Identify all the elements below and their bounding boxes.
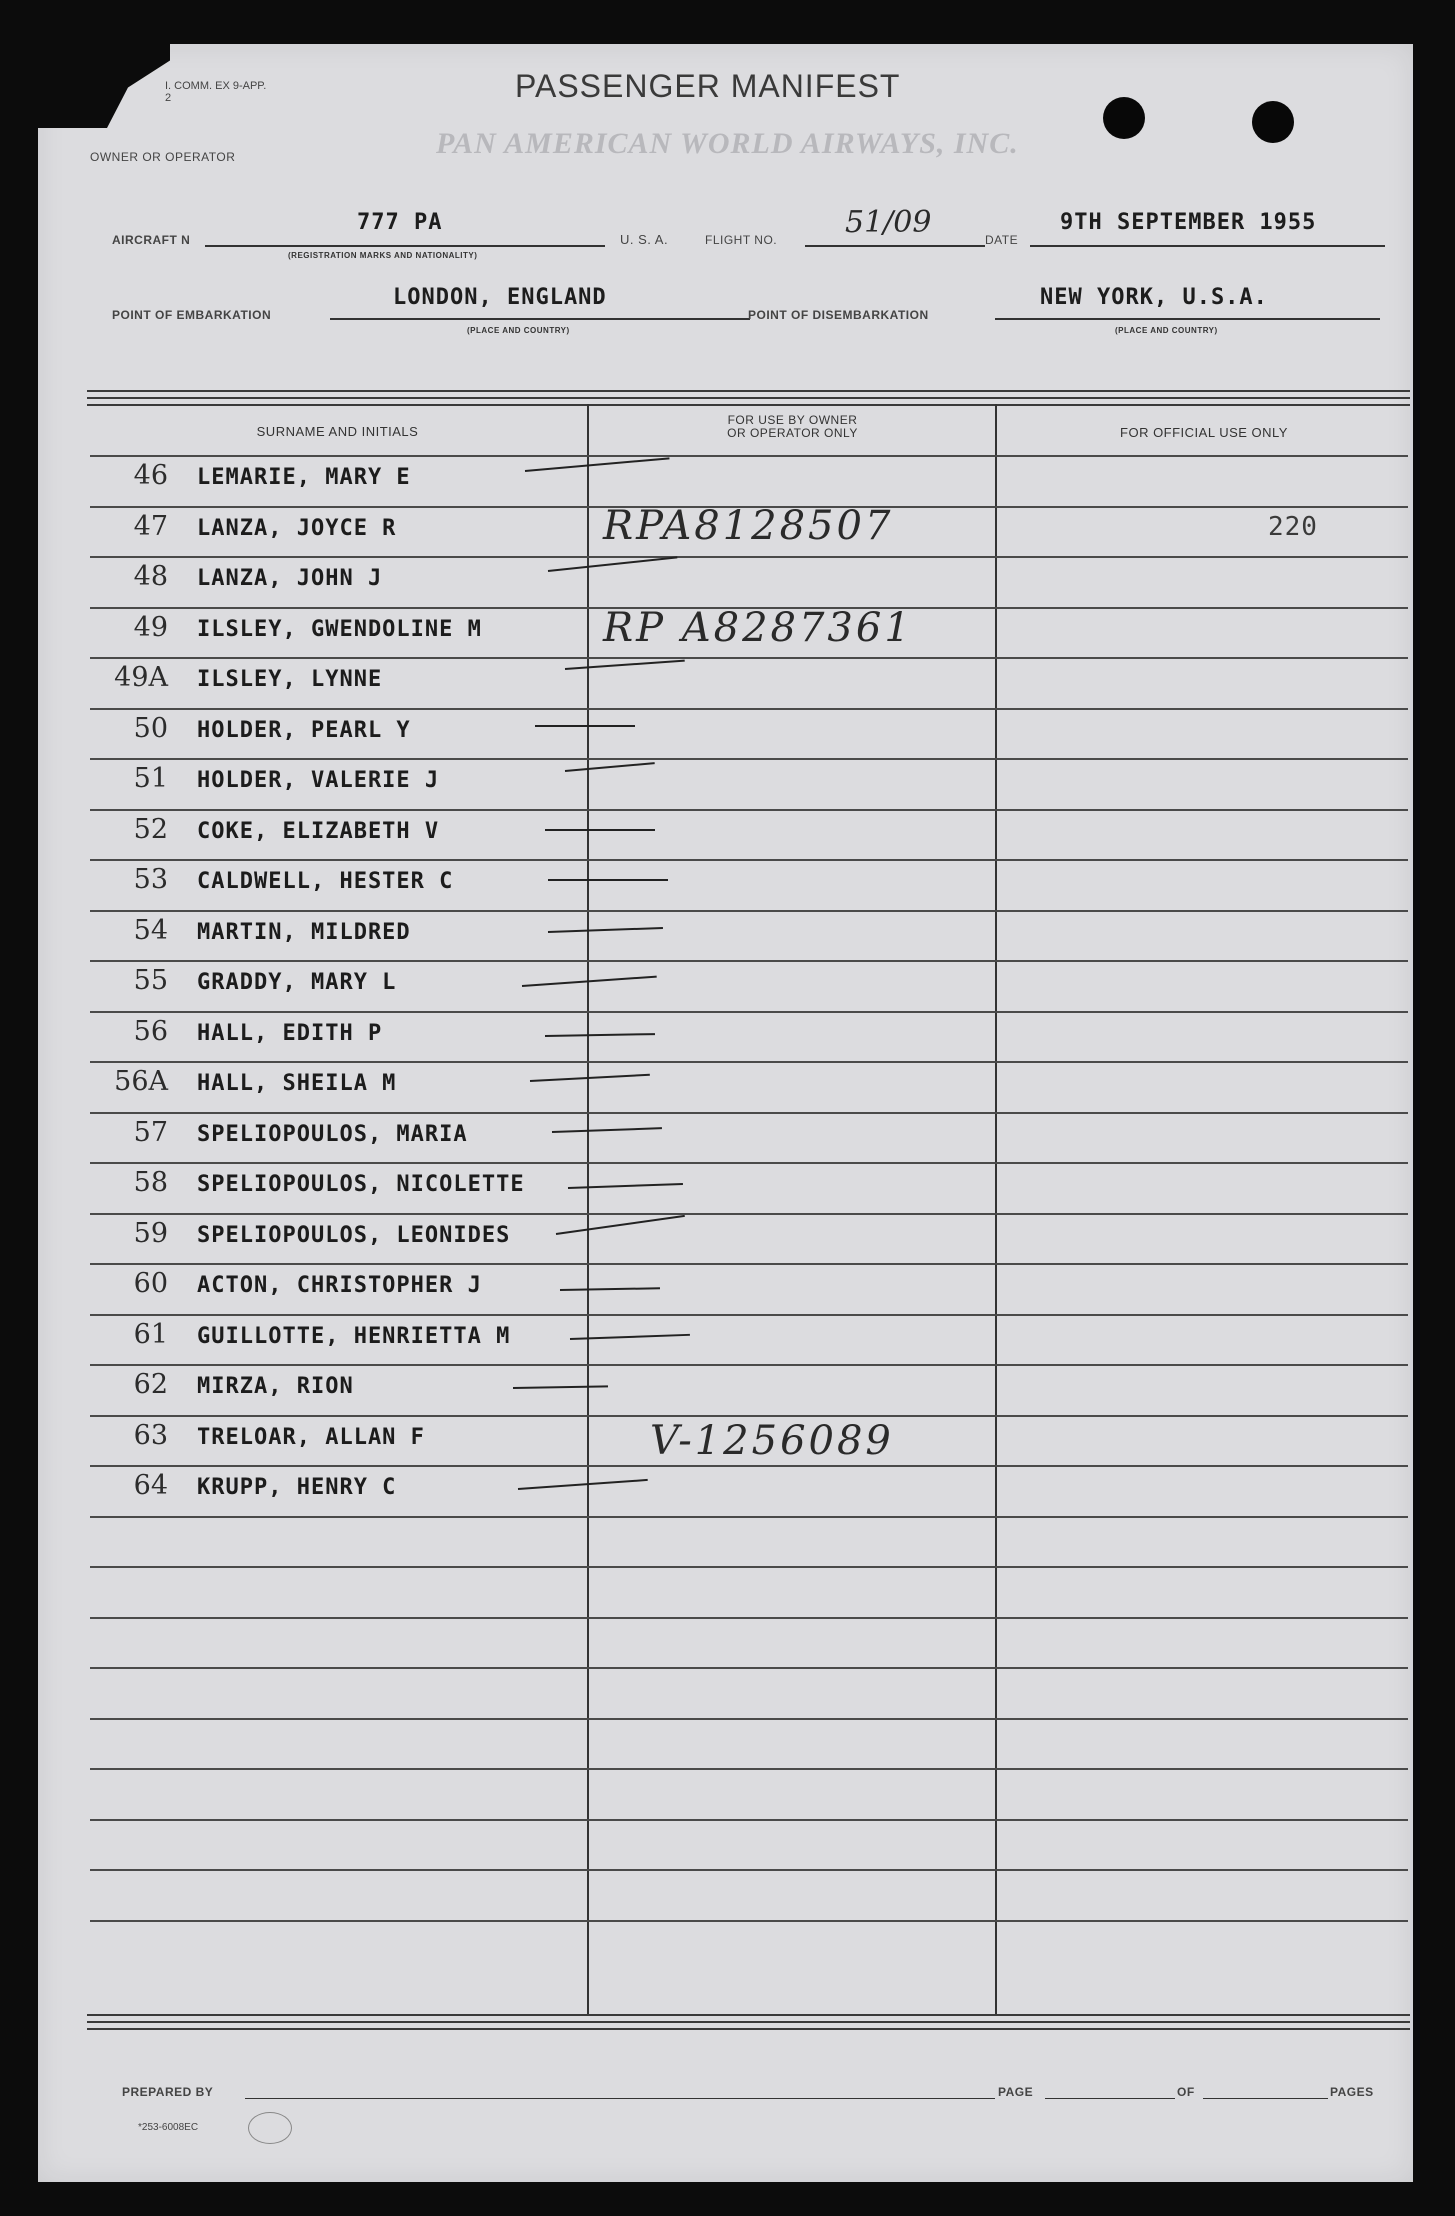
row-rule [90,455,1408,457]
prepared-by-line [245,2098,995,2099]
row-rule [90,1819,1408,1821]
row-rule [90,1061,1408,1063]
row-number: 53 [133,864,168,895]
handwritten-dash [545,829,655,831]
column-divider-1 [587,404,589,2014]
owner-label: OWNER OR OPERATOR [90,150,236,164]
row-rule [90,1364,1408,1366]
punch-hole-right [1252,101,1294,143]
owner-name-stamp: PAN AMERICAN WORLD AIRWAYS, INC. [436,127,1019,160]
row-rule [90,758,1408,760]
passenger-name: TRELOAR, ALLAN F [197,1424,425,1450]
column-header-owner-2: OR OPERATOR ONLY [727,426,858,440]
row-number: 52 [133,813,168,845]
passenger-name: ACTON, CHRISTOPHER J [197,1273,482,1298]
row-rule [90,1718,1408,1720]
date-value: 9TH SEPTEMBER 1955 [1060,210,1317,235]
passenger-name: HOLDER, PEARL Y [197,717,411,743]
row-rule [90,1263,1408,1265]
column-header-owner-1: FOR USE BY OWNER [727,413,858,427]
passenger-name: HALL, SHEILA M [197,1071,397,1096]
row-number: 46 [133,460,168,491]
printed-in-usa-mark [248,2112,292,2144]
row-rule [90,556,1408,558]
row-rule [90,1768,1408,1770]
row-number: 55 [133,965,168,996]
row-rule [90,1011,1408,1013]
passenger-name: LANZA, JOHN J [197,566,383,591]
passenger-name: ILSLEY, LYNNE [197,667,383,692]
table-bottom-rule-2 [87,2021,1410,2023]
flight-label: FLIGHT NO. [705,233,778,247]
aircraft-label: AIRCRAFT N [112,233,191,247]
row-number: 56 [133,1015,168,1047]
row-number: 64 [133,1470,168,1501]
passenger-name: LEMARIE, MARY E [197,465,411,490]
disembark-label: POINT OF DISEMBARKATION [748,308,929,322]
date-label: DATE [985,233,1019,247]
table-bottom-rule-3 [87,2028,1410,2030]
prepared-by-label: PREPARED BY [122,2085,214,2099]
row-number: 50 [133,712,168,744]
row-rule [90,1213,1408,1215]
table-top-rule-1 [87,390,1410,392]
row-number: 48 [133,561,168,592]
row-rule [90,657,1408,659]
embark-underline [330,318,750,320]
date-underline [1030,245,1385,247]
row-rule [90,1112,1408,1114]
column-header-official: FOR OFFICIAL USE ONLY [1120,425,1288,440]
row-number: 58 [133,1167,168,1198]
row-number: 57 [133,1116,168,1148]
row-rule [90,1667,1408,1669]
column-header-name: SURNAME AND INITIALS [256,424,419,439]
passenger-name: CALDWELL, HESTER C [197,869,454,894]
table-top-rule-2 [87,397,1410,399]
row-number: 63 [133,1419,168,1451]
passenger-name: SPELIOPOULOS, LEONIDES [197,1222,511,1248]
table-top-rule-3 [87,404,1410,406]
aircraft-caption: (REGISTRATION MARKS AND NATIONALITY) [288,251,478,260]
row-rule [90,708,1408,710]
print-code: *253-6008EC [138,2122,199,2133]
row-rule [90,910,1408,912]
handwritten-dash [535,725,635,727]
passenger-name: MARTIN, MILDRED [197,919,411,945]
table-bottom-rule-1 [87,2014,1410,2016]
owner-entry: RPA8128507 [603,503,894,549]
passenger-name: SPELIOPOULOS, NICOLETTE [197,1172,525,1197]
of-line [1203,2098,1328,2099]
passenger-name: ILSLEY, GWENDOLINE M [197,616,482,642]
owner-entry: RP A8287361 [603,605,913,651]
form-code: I. COMM. EX 9-APP. 2 [165,80,267,104]
row-rule [90,1415,1408,1417]
row-number: 60 [133,1268,168,1299]
row-rule [90,960,1408,962]
row-rule [90,1516,1408,1518]
embark-caption: (PLACE AND COUNTRY) [467,326,570,335]
row-number: 59 [133,1217,168,1249]
row-rule [90,1162,1408,1164]
column-divider-2 [995,404,997,2014]
passenger-name: GRADDY, MARY L [197,970,397,995]
row-rule [90,859,1408,861]
page-label: PAGE [998,2085,1034,2099]
flight-value: 51/09 [845,205,932,240]
of-label: OF [1177,2085,1195,2099]
row-number: 47 [133,510,168,542]
row-number: 61 [133,1318,168,1350]
usa-label: U. S. A. [620,232,669,247]
passenger-name: GUILLOTTE, HENRIETTA M [197,1323,511,1349]
embark-label: POINT OF EMBARKATION [112,308,272,322]
punch-hole-left [1103,97,1145,139]
flight-underline [805,245,985,247]
row-rule [90,1566,1408,1568]
row-rule [90,1465,1408,1467]
row-rule [90,1617,1408,1619]
passenger-name: MIRZA, RION [197,1374,354,1399]
passenger-name: KRUPP, HENRY C [197,1475,397,1500]
row-number: 62 [133,1369,168,1400]
aircraft-value: 777 PA [357,210,443,235]
disembark-underline [995,318,1380,320]
pages-label: PAGES [1330,2085,1374,2099]
row-number: 49 [133,611,168,643]
owner-entry: V-1256089 [650,1418,894,1464]
row-number: 51 [133,763,168,794]
embark-value: LONDON, ENGLAND [393,285,607,310]
row-number: 49A [114,662,168,693]
document-title: PASSENGER MANIFEST [515,68,901,104]
official-entry: 220 [1268,511,1318,542]
page-line [1045,2098,1175,2099]
passenger-name: HOLDER, VALERIE J [197,768,440,793]
passenger-name: COKE, ELIZABETH V [197,818,440,844]
row-rule [90,1869,1408,1871]
passenger-name: HALL, EDITH P [197,1020,383,1046]
row-rule [90,1920,1408,1922]
disembark-caption: (PLACE AND COUNTRY) [1115,326,1218,335]
row-number: 56A [114,1066,168,1097]
handwritten-dash [548,879,668,881]
passenger-name: SPELIOPOULOS, MARIA [197,1121,468,1147]
row-number: 54 [133,914,168,946]
disembark-value: NEW YORK, U.S.A. [1040,285,1268,310]
row-rule [90,809,1408,811]
passenger-name: LANZA, JOYCE R [197,515,397,541]
aircraft-underline [205,245,605,247]
row-rule [90,1314,1408,1316]
